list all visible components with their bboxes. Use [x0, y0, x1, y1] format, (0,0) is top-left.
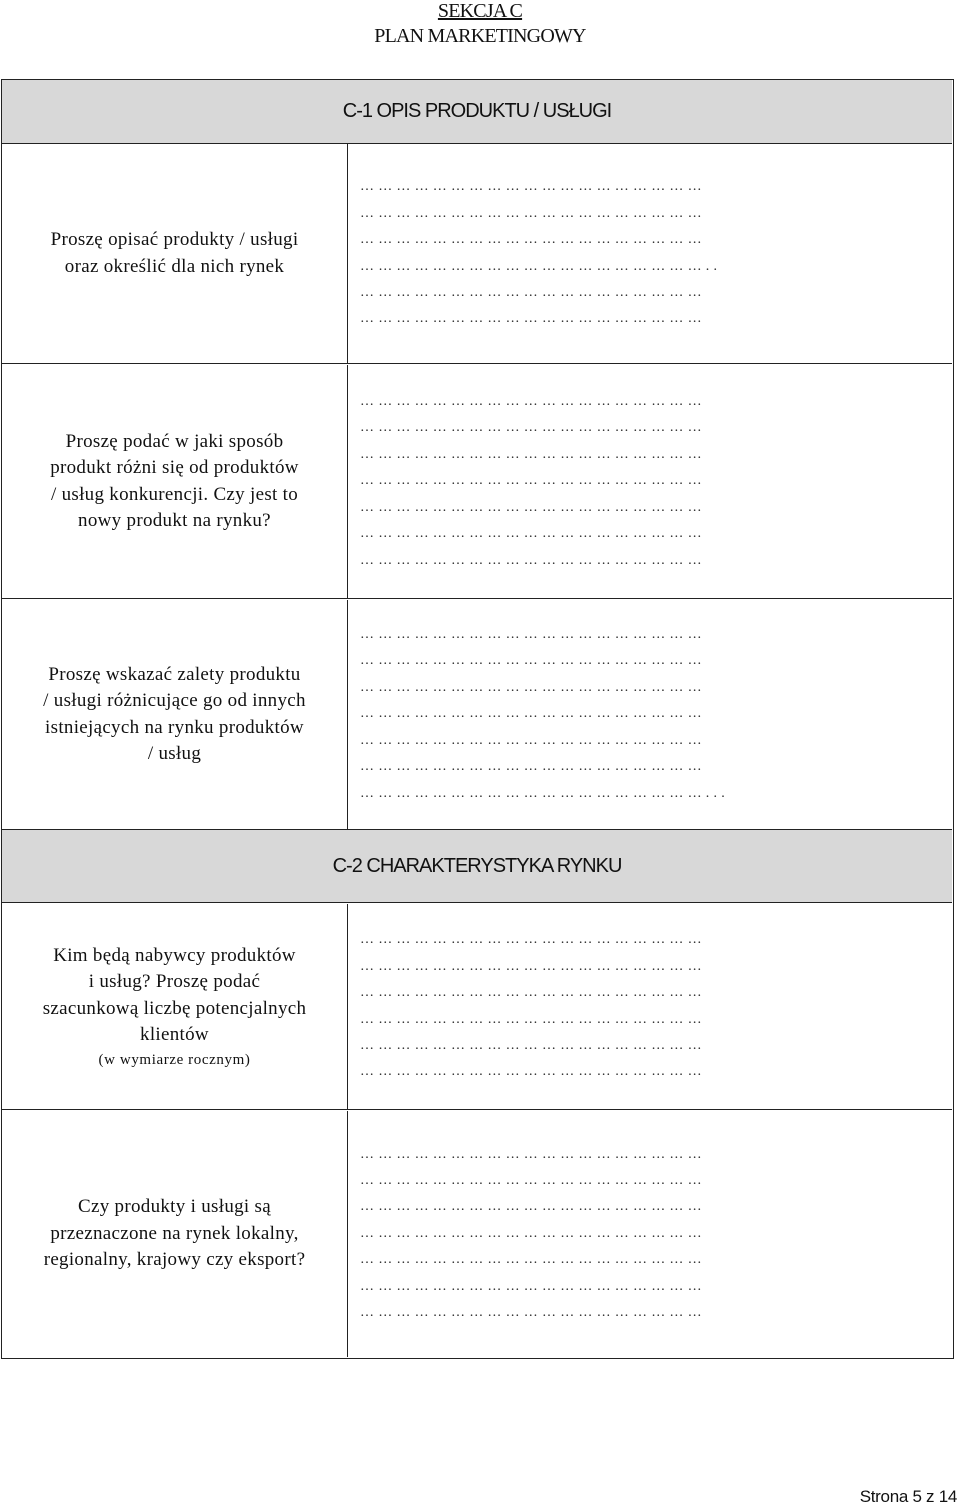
question-text	[43, 943, 307, 1071]
text-line: …………………………………………………	[360, 706, 706, 722]
answer-area-market-scope[interactable]	[360, 1111, 946, 1357]
text-line: …………………………………………………	[360, 1225, 706, 1241]
question-text	[50, 429, 299, 535]
answer-area-buyers[interactable]	[360, 904, 946, 1109]
page-title: PLAN MARKETINGOWY	[374, 25, 586, 47]
text-line: …………………………………………………	[360, 552, 706, 568]
text-line: …………………………………………………	[360, 499, 706, 515]
form-row-product-description	[2, 144, 952, 364]
question-market-scope	[2, 1111, 348, 1357]
question-product-advantages	[2, 600, 348, 829]
question-lines	[43, 943, 307, 1049]
page-counter	[860, 1487, 957, 1507]
text-line: …………………………………………………	[360, 420, 706, 436]
text-line: …………………………………………………	[360, 394, 706, 410]
text-line: i usług? Proszę podać	[88, 971, 261, 992]
text-line: Czy produkty i usługi są	[78, 1196, 271, 1218]
text-line: / usługi różnicujące go od innych	[43, 690, 306, 711]
answer-area-product-difference[interactable]	[360, 365, 946, 598]
answer-area-product-advantages[interactable]	[360, 600, 946, 829]
form-row-market-scope	[2, 1111, 952, 1357]
text-line: …………………………………………………	[360, 1278, 706, 1294]
text-line: …………………………………………………	[360, 1064, 706, 1080]
section-label: SEKCJA C	[437, 0, 523, 22]
text-line: …………………………………………………	[360, 232, 706, 248]
question-product-description	[2, 144, 348, 363]
text-line: …………………………………………………	[360, 932, 706, 948]
form-row-buyers	[2, 904, 952, 1110]
text-line: …………………………………………………..	[360, 258, 722, 274]
text-line: …………………………………………………	[360, 985, 706, 1001]
text-line: produkt różni się od produktów	[50, 457, 299, 478]
text-line: …………………………………………………	[360, 732, 706, 748]
text-line: klientów	[140, 1024, 209, 1045]
text-line: Proszę wskazać zalety produktu	[48, 663, 301, 685]
question-note: (w wymiarze rocznym)	[98, 1051, 251, 1068]
text-line: istniejących na rynku produktów	[45, 716, 304, 738]
form-row-product-advantages	[2, 600, 952, 829]
text-line: szacunkową liczbę potencjalnych	[42, 997, 307, 1019]
text-line: …………………………………………………	[360, 1146, 706, 1162]
form-row-product-difference	[2, 365, 952, 599]
section-header-c2: C-2 CHARAKTERYSTYKA RYNKU	[2, 829, 952, 903]
question-text	[51, 227, 299, 280]
section-header-c1: C-1 OPIS PRODUKTU / USŁUGI	[2, 80, 952, 144]
text-line: regionalny, krajowy czy eksport?	[43, 1249, 306, 1271]
text-line: …………………………………………………	[360, 653, 706, 669]
text-line: przeznaczone na rynek lokalny,	[50, 1222, 299, 1244]
text-line: …………………………………………………	[360, 1011, 706, 1027]
page-label: Strona	[859, 1487, 909, 1506]
text-line: …………………………………………………	[360, 679, 706, 695]
text-line: …………………………………………………	[360, 958, 706, 974]
text-line: …………………………………………………	[360, 1037, 706, 1053]
text-line: Proszę podać w jaki sposób	[65, 430, 284, 452]
page-total: 14	[938, 1487, 957, 1506]
text-line: …………………………………………………	[360, 1172, 706, 1188]
question-product-difference	[2, 365, 348, 598]
text-line: / usług	[147, 743, 202, 764]
question-text	[43, 662, 306, 768]
marketing-plan-form	[1, 79, 954, 1359]
of-label: z	[926, 1487, 935, 1506]
text-line: …………………………………………………	[360, 627, 706, 643]
text-line: …………………………………………………	[360, 179, 706, 195]
text-line: nowy produkt na rynku?	[78, 510, 271, 531]
text-line: …………………………………………………	[360, 473, 706, 489]
question-buyers	[2, 904, 348, 1109]
text-line: …………………………………………………	[360, 526, 706, 542]
text-line: …………………………………………………	[360, 1199, 706, 1215]
text-line: …………………………………………………...	[360, 785, 729, 801]
text-line: …………………………………………………	[360, 1305, 706, 1321]
text-line: …………………………………………………	[360, 205, 706, 221]
question-text	[44, 1194, 306, 1274]
text-line: …………………………………………………	[360, 311, 706, 327]
page-number: 5	[912, 1487, 922, 1506]
text-line: …………………………………………………	[360, 759, 706, 775]
text-line: Kim będą nabywcy produktów	[53, 944, 296, 966]
answer-area-product-description[interactable]	[360, 144, 946, 363]
text-line: / usług konkurencji. Czy jest to	[50, 483, 299, 505]
text-line: Proszę opisać produkty / usługi	[50, 229, 299, 250]
text-line: oraz określić dla nich rynek	[64, 255, 285, 277]
text-line: …………………………………………………	[360, 284, 706, 300]
text-line: …………………………………………………	[360, 1252, 706, 1268]
text-line: …………………………………………………	[360, 446, 706, 462]
